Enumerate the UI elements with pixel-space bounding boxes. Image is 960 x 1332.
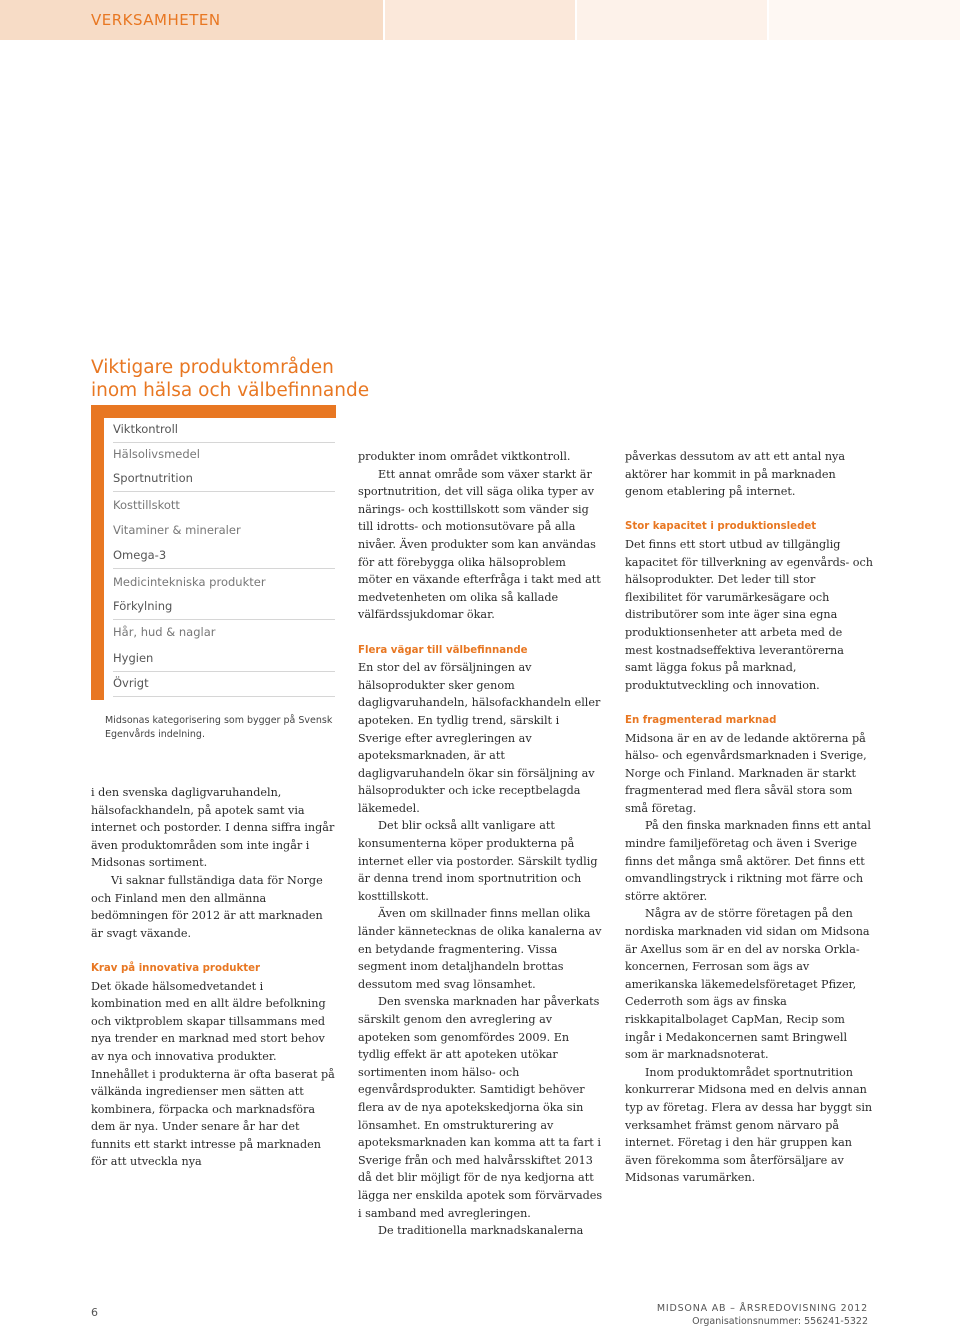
section-label: VERKSAMHETEN [91,11,221,29]
paragraph: påverkas dessutom av att ett antal nya aktörer har kommit in på marknaden genom etablering på internet. [625,450,846,499]
box-heading-line2: inom hälsa och välbefinnande [91,380,370,401]
paragraph: Inom produktområdet sportnutrition konkurrerar Midsona med en delvis annan typ av företag. Flera av dessa har byggt sin verksamhet främst genom närvaro på internet. Företag i den här gruppen kan även förekomma som återförsäljare av Midsonas varumärken. [625,1065,873,1185]
category-item: Medicintekniska produkter [113,575,266,589]
footer [657,1302,868,1328]
paragraph: Ett annat område som växer starkt är sportnutrition, det vill säga olika typer av närings- och kosttillskott som vänder sig till idrotts- och motionsutövare på alla nivåer. Även produkter som kan användas för att förebygga olika hälsoproblem möter en växande efterfråga i takt med att medvetenheten om olika så kallade välfärdssjukdomar ökar. [358,467,601,622]
category-item: Övrigt [113,673,335,697]
box-top-bar [91,405,336,418]
footer-org-number: Organisationsnummer: 556241-5322 [692,1316,868,1327]
page-number: 6 [91,1306,98,1319]
box-heading [91,356,369,402]
category-item: Kosttillskott [113,498,180,512]
paragraph: i den svenska dagligvaruhandeln, hälsofackhandeln, på apotek samt via internet och postorder. I denna siffra ingår även produktområden som inte ingår i Midsonas sortiment. [91,786,335,870]
category-item: Förkylning [113,596,335,620]
box-side-bar [91,405,104,700]
header-tab [577,0,767,40]
category-item: Omega-3 [113,545,335,569]
paragraph: Den svenska marknaden har påverkats särskilt genom den avreglering av apoteken som genomfördes 2009. En tydlig effekt är att apoteken utökar sortimenten inom hälso- och egenvårdsprodukter. Samtidigt behöver flera av de nya apotekskedjorna öka sin lönsamhet. En omstrukturering av apoteksmarknaden kan komma att ta fart i Sverige från och med halvårsskiftet 2013 då det blir möjligt för de nya kedjorna att lägga ner enskilda apotek som förvärvades i samband med avregleringen. [358,995,603,1220]
text-column-2 [358,448,603,1240]
paragraph: Det ökade hälsomedvetandet i kombination med en allt äldre befolkning och viktproblem skapar tillsammans med nya trender en marknad med stort behov av nya och innovativa produkter. Innehållet i produkterna är ofta baserat på välkända ingredienser men sätten att kombinera, förpacka och marknadsföra dem är nya. Under senare år har det funnits ett starkt intresse på marknaden för att utveckla nya [91,979,335,1169]
category-item: Vitaminer & mineraler [113,523,241,537]
paragraph: Även om skillnader finns mellan olika länder kännetecknas de olika kanalerna av en betydande fragmentering. Vissa segment inom detaljhandeln brottas dessutom med svag lönsamhet. [358,907,602,991]
paragraph: På den finska marknaden finns ett antal mindre familjeföretag och även i Sverige finns det många små aktörer. Det finns ett omvandlingstryck i riktning mot färre och större aktörer. [625,819,871,903]
paragraph: Det blir också allt vanligare att konsumenterna köper produkterna på internet eller via postorder. Särskilt tydlig är denna trend inom sportnutrition och kosttillskott. [358,819,598,903]
category-item: Viktkontroll [113,419,335,443]
category-item: Hälsolivsmedel [113,447,200,461]
subheading: En fragmenterad marknad [625,714,777,726]
box-heading-line1: Viktigare produktområden [91,357,334,378]
category-item: Sportnutrition [113,468,335,492]
subheading: Stor kapacitet i produktionsledet [625,521,817,533]
paragraph: De traditionella marknadskanalerna [378,1224,584,1238]
text-column-3 [625,448,873,1187]
footer-report-title: MIDSONA AB – ÅRSREDOVISNING 2012 [656,1303,868,1314]
paragraph: produkter inom området viktkontroll. [358,450,571,463]
paragraph: Vi saknar fullständiga data för Norge och Finland men den allmänna bedömningen för 2012 är att marknaden är svagt växande. [91,873,323,940]
paragraph: Det finns ett stort utbud av tillgänglig kapacitet för tillverkning av egenvårds- och hälsoprodukter. Det leder till stor flexibilitet för varumärkesägare och distributörer som inte äger sina egna produktionsenheter att arbeta med de mest kostnadseffektiva leverantörerna samt lägga fokus på marknad, produktutveckling och innovation. [625,537,874,692]
subheading: Flera vägar till välbefinnande [358,644,528,656]
header-tab [769,0,960,40]
box-caption: Midsonas kategorisering som bygger på Svensk Egenvårds indelning. [105,715,333,740]
paragraph: Midsona är en av de ledande aktörerna på hälso- och egenvårdsmarknaden i Sverige, Norge och Finland. Marknaden är starkt fragmenterad med flera såväl stora som små företag. [625,731,867,815]
header-tab [385,0,575,40]
subheading: Krav på innovativa produkter [91,962,261,974]
text-column-1 [91,784,336,1171]
category-item: Hygien [113,648,335,672]
category-item: Hår, hud & naglar [113,625,216,639]
paragraph: Några av de större företagen på den nordiska marknaden vid sidan om Midsona är Axellus som är en del av norska Orkla-koncernen, Ferrosan som ägs av amerikanska läkemedelsföretaget Pfizer, Cederroth som ägs av finska riskkapitalbolaget CapMan, Recip som ingår i Medakoncernen samt Bringwell som är marknadsnoterat. [625,907,870,1062]
paragraph: En stor del av försäljningen av hälsoprodukter sker genom dagligvaruhandeln, hälsofackhandeln eller apoteken. En tydlig trend, särskilt i Sverige efter avregleringen av apoteksmarknaden, är att dagligvaruhandeln ökar sin försäljning av hälsoprodukter och icke receptbelagda läkemedel. [358,661,601,815]
